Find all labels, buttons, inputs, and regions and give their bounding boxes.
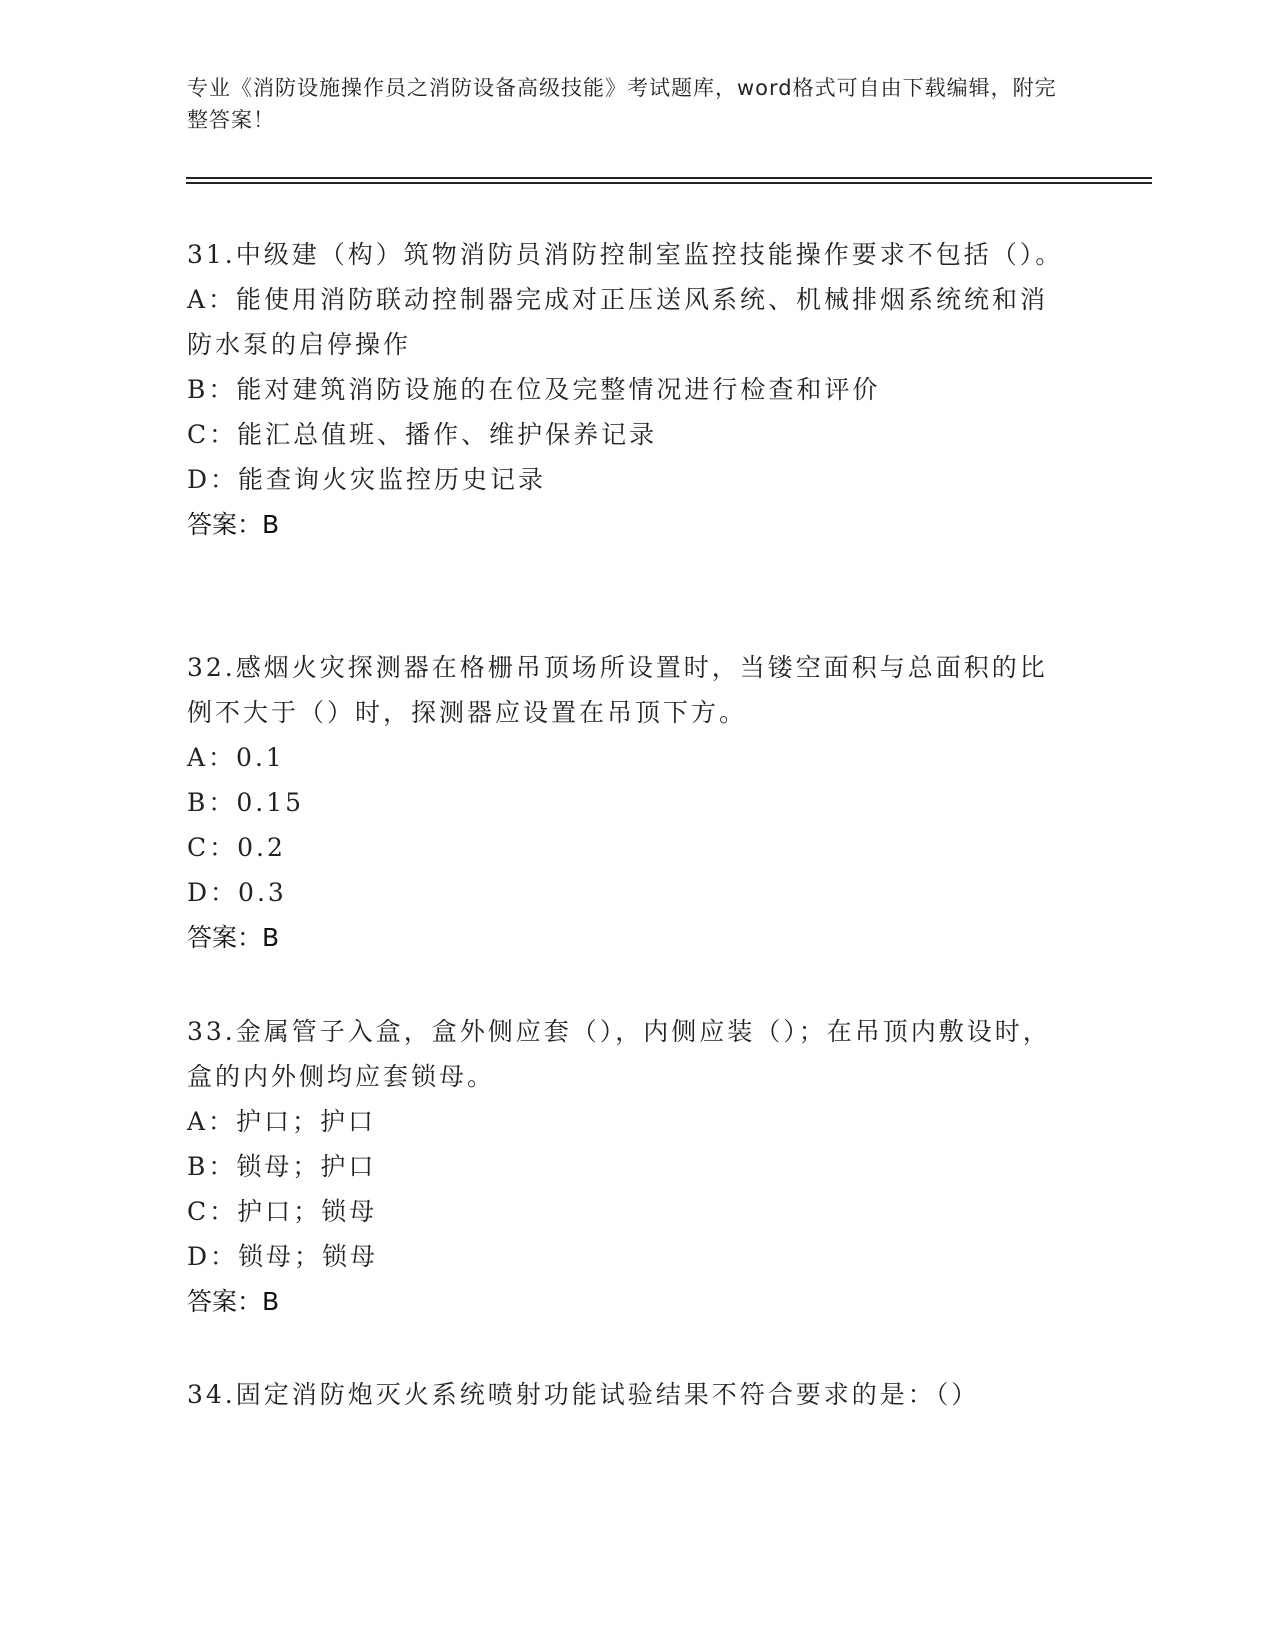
- option-d: D：锁母；锁母: [187, 1242, 379, 1271]
- option-b: B：0.15: [187, 788, 305, 817]
- option-b: B：能对建筑消防设施的在位及完整情况进行检查和评价: [187, 375, 881, 404]
- header-divider-bottom: [186, 182, 1152, 184]
- option-c: C：能汇总值班、播作、维护保养记录: [187, 420, 658, 449]
- option-d: D：能查询火灾监控历史记录: [187, 465, 547, 494]
- question-text: 32.感烟火灾探测器在格栅吊顶场所设置时，当镂空面积与总面积的比例不大于（）时，探测器应设置在吊顶下方。: [187, 653, 1048, 727]
- option-d: D：0.3: [187, 878, 287, 907]
- option-a: A：0.1: [187, 743, 285, 772]
- question-text: 33.金属管子入盒，盒外侧应套（），内侧应装（）；在吊顶内敷设时，盒的内外侧均应套锁母。: [187, 1017, 1051, 1091]
- header-divider-top: [186, 177, 1152, 179]
- option-a: A：护口；护口: [187, 1107, 377, 1136]
- question-31: [187, 232, 1067, 547]
- question-text: 34.固定消防炮灭火系统喷射功能试验结果不符合要求的是：（）: [187, 1380, 980, 1409]
- answer: 答案：B: [187, 1287, 280, 1316]
- document-header: 专业《消防设施操作员之消防设备高级技能》考试题库，word格式可自由下载编辑，附完整答案！: [187, 76, 1057, 132]
- option-b: B：锁母；护口: [187, 1152, 377, 1181]
- question-32: [187, 645, 1067, 960]
- question-text: 31.中级建（构）筑物消防员消防控制室监控技能操作要求不包括（）。: [187, 240, 1064, 269]
- option-a: A：能使用消防联动控制器完成对正压送风系统、机械排烟系统统和消防水泵的启停操作: [187, 285, 1049, 359]
- option-c: C：护口；锁母: [187, 1197, 378, 1226]
- question-33: [187, 1009, 1067, 1324]
- option-c: C：0.2: [187, 833, 286, 862]
- question-34: [187, 1372, 1067, 1417]
- answer: 答案：B: [187, 510, 280, 539]
- answer: 答案：B: [187, 923, 280, 952]
